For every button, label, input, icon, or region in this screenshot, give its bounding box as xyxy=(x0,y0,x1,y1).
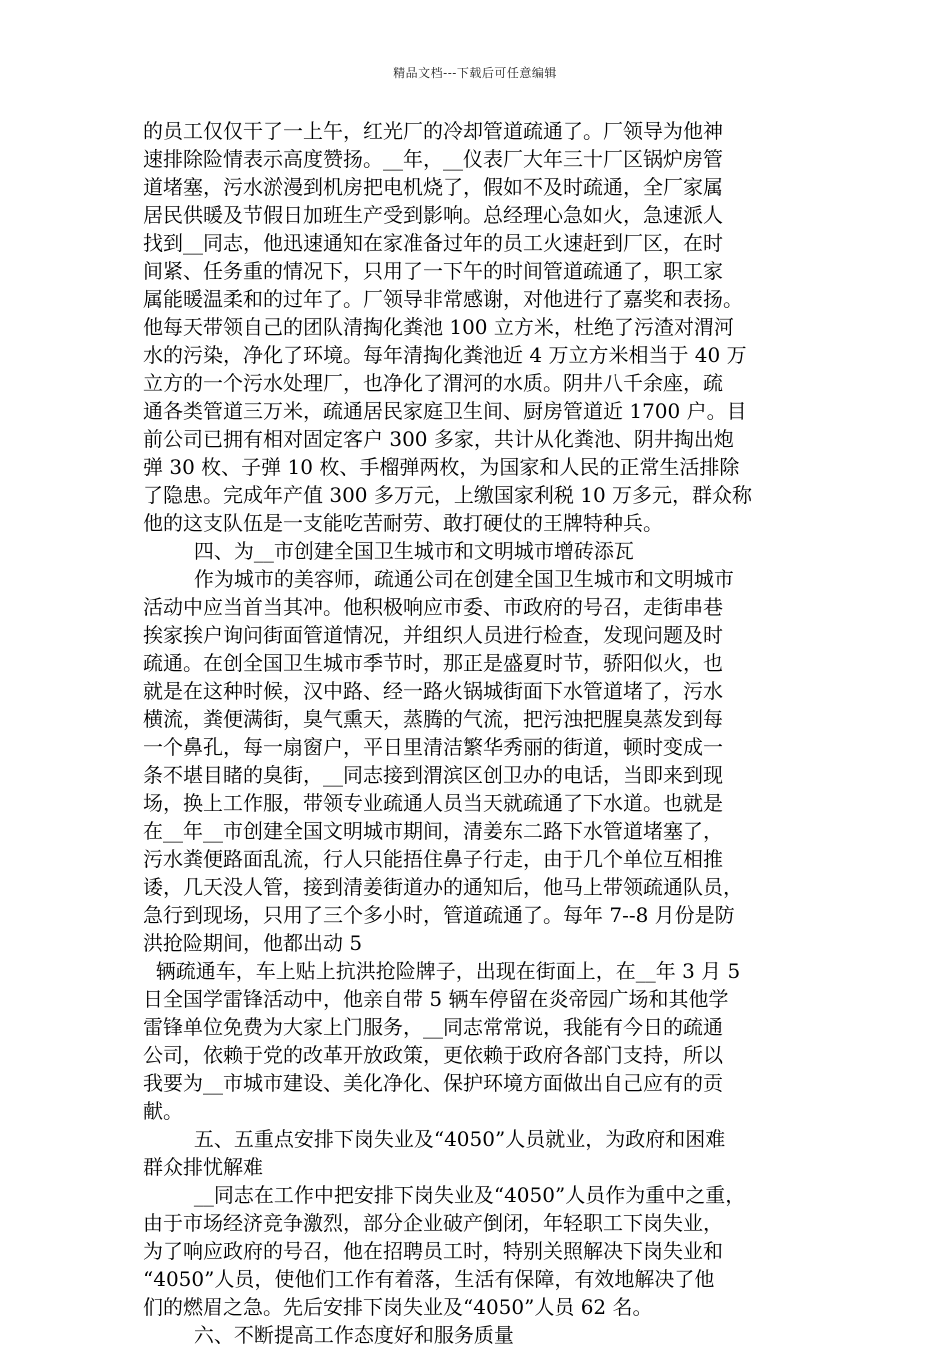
text-line: 为了响应政府的号召，他在招聘员工时，特别关照解决下岗失业和 xyxy=(143,1239,723,1263)
section-heading-continued: 群众排忧解难 xyxy=(143,1155,263,1179)
text-line: 挨家挨户询问街面管道情况，并组织人员进行检查，发现问题及时 xyxy=(143,623,723,647)
text-line: 场，换上工作服，带领专业疏通人员当天就疏通了下水道。也就是 xyxy=(143,791,723,815)
text-line: 我要为__市城市建设、美化净化、保护环境方面做出自己应有的贡 xyxy=(143,1071,723,1095)
text-line: 道堵塞，污水淤漫到机房把电机烧了，假如不及时疏通，全厂家属 xyxy=(143,175,723,199)
text-line: 找到__同志，他迅速通知在家准备过年的员工火速赶到厂区，在时 xyxy=(143,231,723,255)
text-line: 作为城市的美容师，疏通公司在创建全国卫生城市和文明城市 xyxy=(143,567,734,591)
section-heading: 四、为__市创建全国卫生城市和文明城市增砖添瓦 xyxy=(143,539,634,563)
text-line: 由于市场经济竞争激烈，部分企业破产倒闭，年轻职工下岗失业， xyxy=(143,1211,723,1235)
section-heading: 五、五重点安排下岗失业及“4050”人员就业，为政府和困难 xyxy=(143,1127,726,1151)
section-heading: 六、不断提高工作态度好和服务质量 xyxy=(143,1323,514,1347)
text-line: 日全国学雷锋活动中，他亲自带 5 辆车停留在炎帝园广场和其他学 xyxy=(143,987,729,1011)
text-line: 辆疏通车，车上贴上抗洪抢险牌子，出现在街面上，在__年 3 月 5 xyxy=(143,959,741,983)
text-line: 立方的一个污水处理厂，也净化了渭河的水质。阴井八千余座，疏 xyxy=(143,371,723,395)
text-line: “4050”人员，使他们工作有着落，生活有保障，有效地解决了他 xyxy=(143,1267,715,1291)
text-line: 条不堪目睹的臭街，__同志接到渭滨区创卫办的电话，当即来到现 xyxy=(143,763,723,787)
text-line: 的员工仅仅干了一上午，红光厂的冷却管道疏通了。厂领导为他神 xyxy=(143,119,723,143)
text-line: 横流，粪便满街，臭气熏天，蒸腾的气流，把污浊把腥臭蒸发到每 xyxy=(143,707,723,731)
text-line: 洪抢险期间，他都出动 5 xyxy=(143,931,363,955)
text-line: 他每天带领自己的团队清掏化粪池 100 立方米，杜绝了污渣对渭河 xyxy=(143,315,734,339)
text-line: __同志在工作中把安排下岗失业及“4050”人员作为重中之重， xyxy=(143,1183,746,1207)
text-line: 诿，几天没人管，接到清姜街道办的通知后，他马上带领疏通队员， xyxy=(143,875,743,899)
text-line: 献。 xyxy=(143,1099,183,1123)
text-line: 就是在这种时候，汉中路、经一路火锅城街面下水管道堵了，污水 xyxy=(143,679,723,703)
page-header-note: 精品文档---下载后可任意编辑 xyxy=(393,66,557,80)
text-line: 急行到现场，只用了三个多小时，管道疏通了。每年 7--8 月份是防 xyxy=(143,903,735,927)
document-body xyxy=(143,117,818,1349)
text-line: 雷锋单位免费为大家上门服务，__同志常常说，我能有今日的疏通 xyxy=(143,1015,723,1039)
text-line: 在__年__市创建全国文明城市期间，清姜东二路下水管道堵塞了， xyxy=(143,819,723,843)
text-line: 通各类管道三万米，疏通居民家庭卫生间、厨房管道近 1700 户。目 xyxy=(143,399,747,423)
text-line: 属能暖温柔和的过年了。厂领导非常感谢，对他进行了嘉奖和表扬。 xyxy=(143,287,743,311)
text-line: 污水粪便路面乱流，行人只能捂住鼻子行走，由于几个单位互相推 xyxy=(143,847,723,871)
text-line: 他的这支队伍是一支能吃苦耐劳、敢打硬仗的王牌特种兵。 xyxy=(143,511,663,535)
text-line: 活动中应当首当其冲。他积极响应市委、市政府的号召，走街串巷 xyxy=(143,595,723,619)
text-line: 公司，依赖于党的改革开放政策，更依赖于政府各部门支持，所以 xyxy=(143,1043,723,1067)
text-line: 居民供暖及节假日加班生产受到影响。总经理心急如火，急速派人 xyxy=(143,203,723,227)
text-line: 间紧、任务重的情况下，只用了一下午的时间管道疏通了，职工家 xyxy=(143,259,723,283)
text-line: 水的污染，净化了环境。每年清掏化粪池近 4 万立方米相当于 40 万 xyxy=(143,343,747,367)
text-line: 弹 30 枚、子弹 10 枚、手榴弹两枚，为国家和人民的正常生活排除 xyxy=(143,455,740,479)
text-line: 了隐患。完成年产值 300 多万元，上缴国家利税 10 万多元，群众称 xyxy=(143,483,753,507)
text-line: 速排除险情表示高度赞扬。__年，__仪表厂大年三十厂区锅炉房管 xyxy=(143,147,723,171)
text-line: 一个鼻孔，每一扇窗户，平日里清洁繁华秀丽的街道，顿时变成一 xyxy=(143,735,723,759)
text-line: 前公司已拥有相对固定客户 300 多家，共计从化粪池、阴井掏出炮 xyxy=(143,427,734,451)
text-line: 们的燃眉之急。先后安排下岗失业及“4050”人员 62 名。 xyxy=(143,1295,653,1319)
text-line: 疏通。在创全国卫生城市季节时，那正是盛夏时节，骄阳似火，也 xyxy=(143,651,723,675)
